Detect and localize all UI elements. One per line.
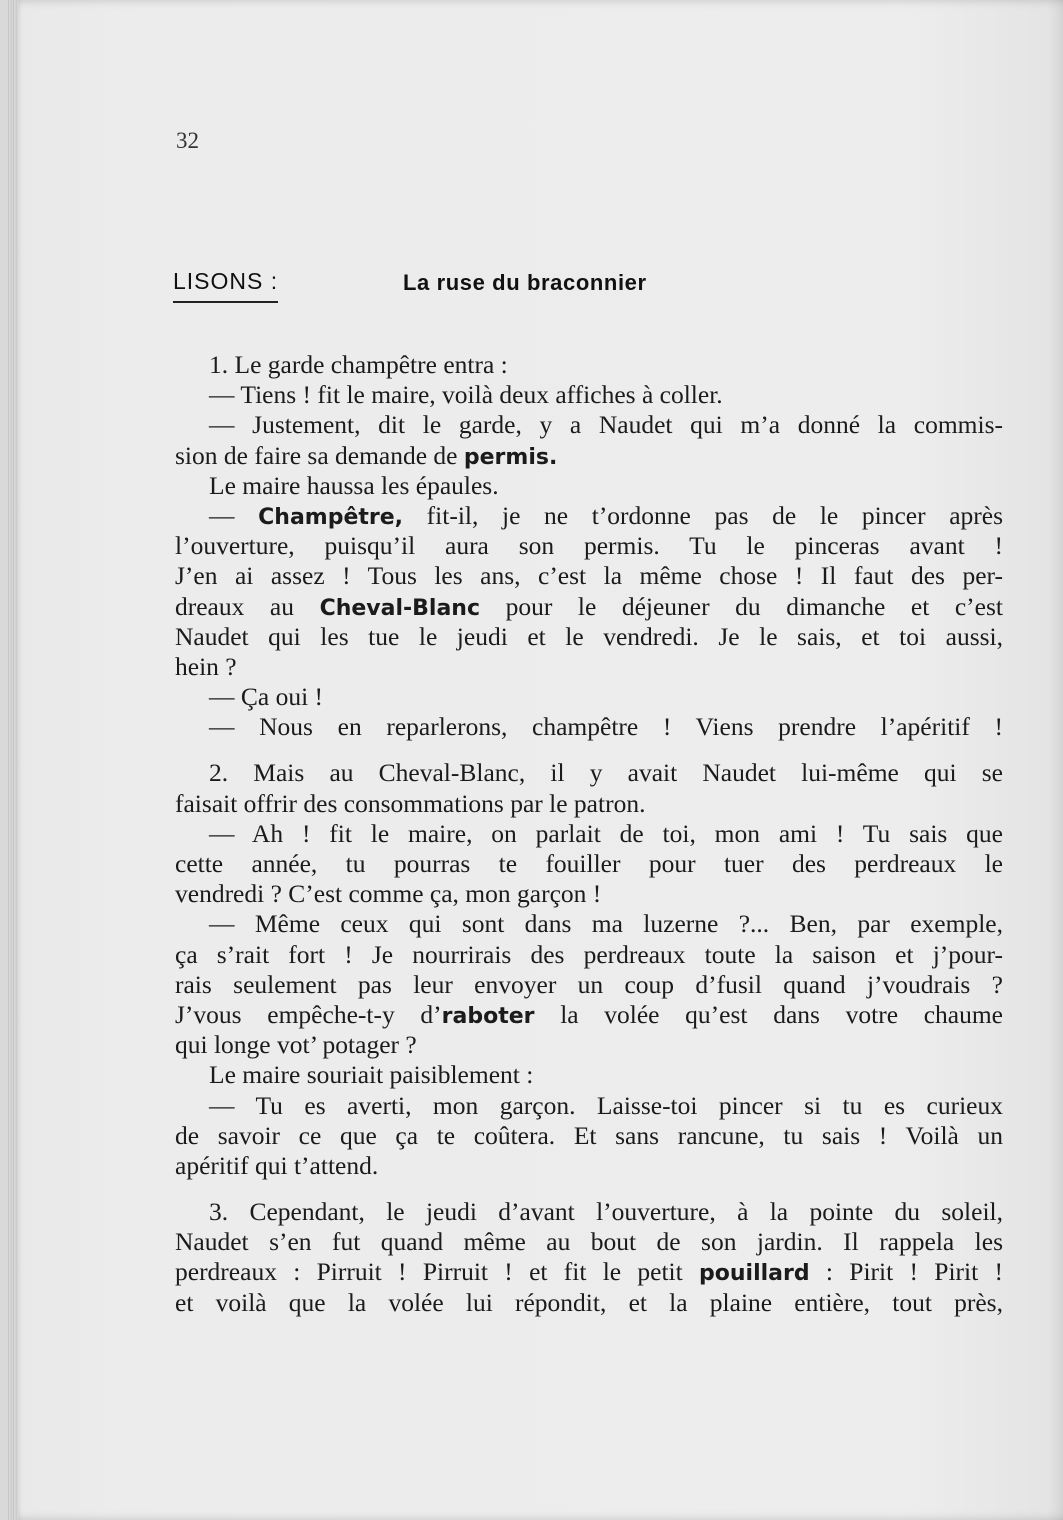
text-segment: — Même ceux qui sont dans ma luzerne ?... Ben, par exemple, [209, 909, 1003, 939]
text-line [175, 1091, 1003, 1121]
text-segment: apéritif qui t’attend. [175, 1150, 379, 1180]
text-line [175, 819, 1003, 849]
text-segment: rais seulement pas leur envoyer un coup d’fusil quand j’voudrais ? [175, 969, 1003, 999]
text-segment: — Ah ! fit le maire, on parlait de toi, mon ami ! Tu sais que [209, 818, 1003, 848]
paragraph-gap [175, 1181, 1003, 1197]
text-segment: 1. Le garde champêtre entra : [209, 350, 508, 379]
text-line [175, 1000, 1003, 1030]
text-segment: hein ? [175, 651, 237, 681]
text-segment: perdreaux : Pirruit ! Pirruit ! et fit le petit [175, 1257, 700, 1287]
text-segment: — [209, 500, 259, 530]
text-line [175, 531, 1003, 561]
text-line [175, 712, 1003, 742]
text-segment: et voilà que la volée lui répondit, et la plaine entière, tout près, [175, 1287, 1003, 1317]
text-segment: — Tu es averti, mon garçon. Laisse-toi pincer si tu es curieux [209, 1090, 1003, 1120]
text-segment: fit-il, je ne t’ordonne pas de le pincer après [403, 500, 1003, 530]
text-line [175, 380, 1003, 410]
text-segment: la volée qu’est dans votre chaume [534, 999, 1003, 1029]
text-line [175, 1288, 1003, 1318]
bold-term: permis. [463, 444, 558, 470]
paragraph-gap [175, 742, 1003, 758]
text-line [175, 879, 1003, 909]
text-line [175, 758, 1003, 788]
text-line [175, 1060, 1003, 1090]
text-line [175, 909, 1003, 939]
text-line [175, 682, 1003, 712]
text-segment: l’ouverture, puisqu’il aura son permis. Tu le pinceras avant ! [175, 531, 1003, 561]
section-label: LISONS : [173, 268, 278, 303]
bold-term: Cheval-Blanc [319, 595, 481, 621]
bold-term: pouillard [699, 1261, 810, 1287]
text-segment: — Justement, dit le garde, y a Naudet qui m’a donné la commis- [209, 410, 1003, 440]
text-segment: J’en ai assez ! Tous les ans, c’est la même chose ! Il faut des per- [175, 561, 1003, 591]
text-line [175, 789, 1003, 819]
text-line [175, 1151, 1003, 1181]
text-segment: qui longe vot’ potager ? [175, 1030, 417, 1060]
text-line [175, 1030, 1003, 1060]
text-line [175, 1227, 1003, 1257]
text-segment: cette année, tu pourras te fouiller pour tuer des perdreaux le [175, 849, 1003, 878]
text-segment: dreaux au [175, 591, 320, 621]
text-line [175, 441, 1003, 471]
text-segment: Le maire haussa les épaules. [209, 470, 499, 500]
text-segment: 3. Cependant, le jeudi d’avant l’ouverture, à la pointe du soleil, [209, 1197, 1003, 1227]
text-segment: faisait offrir des consommations par le patron. [175, 788, 646, 818]
text-segment: 2. Mais au Cheval-Blanc, il y avait Naudet lui-même qui se [209, 758, 1003, 788]
text-line [175, 592, 1003, 622]
text-line [175, 350, 1003, 380]
text-line [175, 1197, 1003, 1227]
text-line [175, 622, 1003, 652]
bold-term: raboter [441, 1003, 535, 1029]
text-segment: Le maire souriait paisiblement : [209, 1060, 534, 1090]
reading-title: La ruse du braconnier [403, 270, 647, 295]
bold-term: Champêtre, [258, 504, 404, 530]
text-line [175, 501, 1003, 531]
book-page [8, 0, 1063, 1520]
text-line [175, 652, 1003, 682]
text-segment: Naudet qui les tue le jeudi et le vendredi. Je le sais, et toi aussi, [175, 621, 1003, 651]
text-segment: — Nous en reparlerons, champêtre ! Viens prendre l’apéritif ! [209, 712, 1003, 742]
text-segment: Naudet s’en fut quand même au bout de son jardin. Il rappela les [175, 1227, 1003, 1257]
text-segment: ça s’rait fort ! Je nourrirais des perdreaux toute la saison et j’pour- [175, 939, 1003, 969]
text-line [175, 1121, 1003, 1151]
text-segment: vendredi ? C’est comme ça, mon garçon ! [175, 879, 602, 909]
text-line [175, 410, 1003, 440]
text-segment: sion de faire sa demande de [175, 440, 464, 470]
text-line [175, 471, 1003, 501]
text-segment: J’vous empêche-t-y d’ [175, 999, 442, 1029]
text-line [175, 970, 1003, 1000]
page-stack-edge [8, 0, 18, 1520]
page-number: 32 [176, 128, 199, 153]
text-segment: pour le déjeuner du dimanche et c’est [480, 591, 1003, 621]
text-line [175, 940, 1003, 970]
text-line [175, 1257, 1003, 1287]
text-line [175, 849, 1003, 879]
text-segment: : Pirit ! Pirit ! [809, 1257, 1003, 1287]
text-segment: — Tiens ! fit le maire, voilà deux affiches à coller. [209, 380, 723, 410]
text-segment: de savoir ce que ça te coûtera. Et sans rancune, tu sais ! Voilà un [175, 1120, 1003, 1150]
text-line [175, 561, 1003, 591]
reading-text [175, 350, 1003, 1318]
text-segment: — Ça oui ! [209, 682, 324, 712]
